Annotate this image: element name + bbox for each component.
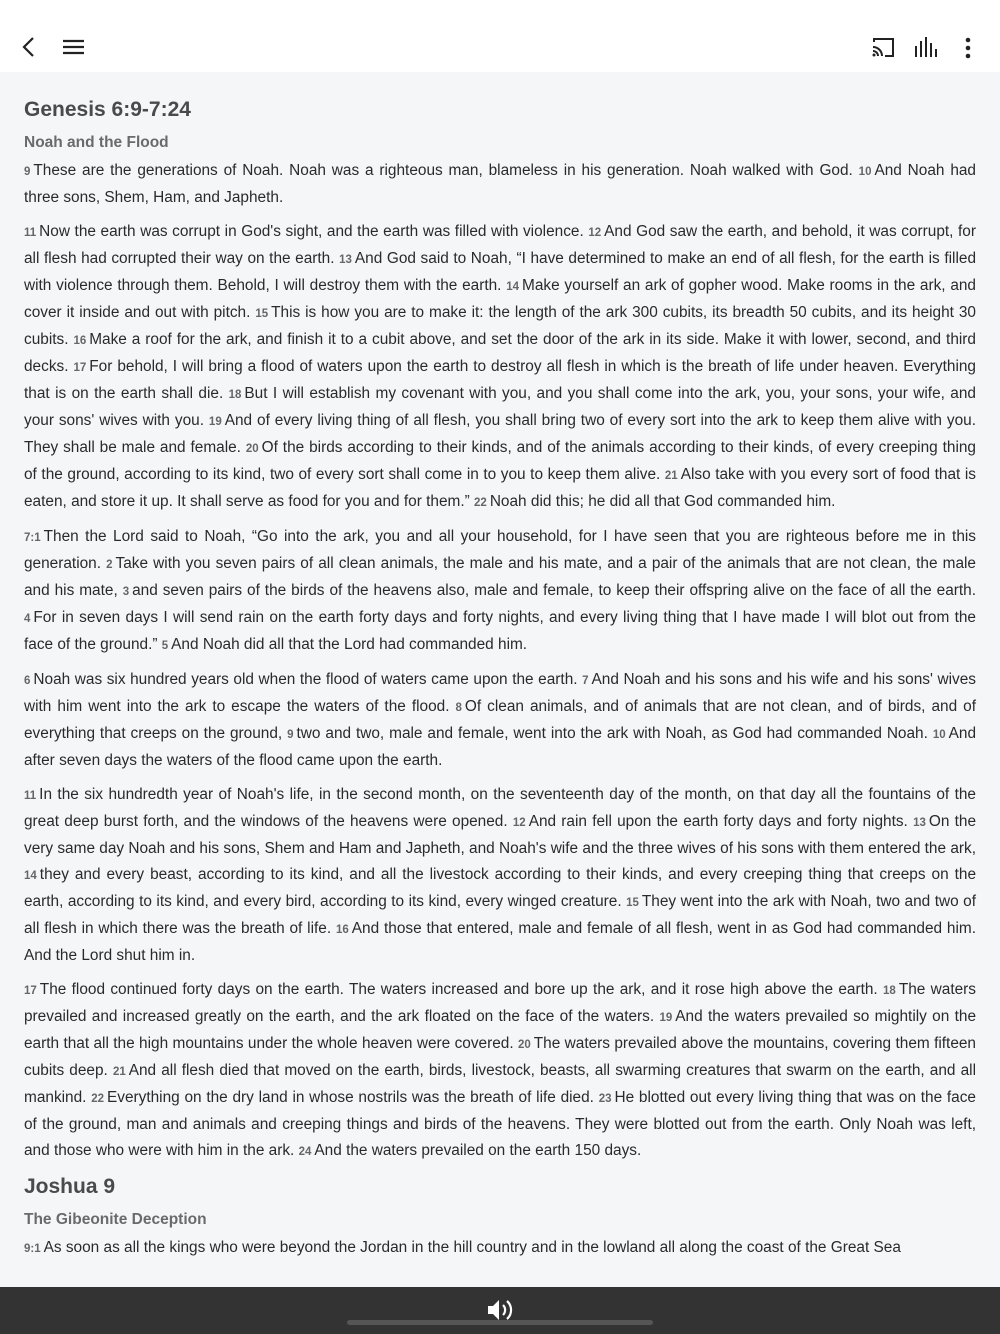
verse-number[interactable]: 13	[913, 817, 926, 829]
verse-number[interactable]: 16	[73, 335, 87, 347]
verse-number[interactable]: 23	[598, 1093, 612, 1105]
verse-number[interactable]: 12	[512, 817, 526, 829]
verse-text: Also take with you every sort of food that is eaten, and store it up. It shall serve as food for you and for them.”	[24, 466, 976, 510]
verse-number[interactable]: 21	[664, 470, 678, 482]
verse-number[interactable]: 10	[932, 729, 946, 741]
verse-text: And God saw the earth, and behold, it was corrupt, for all flesh had corrupted their way on the earth.	[24, 223, 976, 267]
verse-text: Of clean animals, and of animals that are not clean, and of birds, and of everything that creeps on the ground,	[24, 698, 976, 742]
verse-text: On the very same day Noah and his sons, Shem and Ham and Japheth, and Noah's wife and the three wives of his sons with them entered the ark,	[24, 813, 977, 857]
verse-text: The flood continued forty days on the earth. The waters increased and bore up the ark, and it rose high above the earth.	[39, 981, 878, 998]
verse-number[interactable]: 12	[588, 227, 602, 239]
scripture-content	[24, 96, 976, 1270]
verse-number[interactable]: 24	[298, 1146, 312, 1158]
verse-text: Noah did this; he did all that God commanded him.	[489, 493, 836, 510]
verse-text: Make a roof for the ark, and finish it to a cubit above, and set the door of the ark in its side. Make it with lower, second, and third decks.	[24, 331, 976, 375]
verse-text: And the waters prevailed on the earth 150 days.	[314, 1142, 642, 1159]
verse-number[interactable]: 19	[659, 1012, 673, 1024]
home-indicator[interactable]	[347, 1320, 653, 1325]
chevron-left-icon[interactable]	[20, 36, 38, 60]
verse-text: And Noah did all that the Lord had commanded him.	[171, 636, 528, 653]
verse-text: For behold, I will bring a flood of waters upon the earth to destroy all flesh in which is the breath of life under heaven. Everything that is on the earth shall die.	[24, 358, 976, 402]
verse-number[interactable]: 6	[24, 675, 31, 687]
verse-text: Take with you seven pairs of all clean animals, the male and his mate, and a pair of the animals that are not clean, the male and his mate,	[24, 555, 976, 599]
paragraph	[24, 782, 976, 969]
verse-number[interactable]: 9	[287, 729, 294, 741]
verse-text: Now the earth was corrupt in God's sight, and the earth was filled with violence.	[39, 223, 584, 240]
verse-text: Then the Lord said to Noah, “Go into the ark, you and all your household, for I have seen that you are righteous before me in this generation.	[24, 528, 976, 572]
audio-player-bar	[0, 1287, 1000, 1334]
verse-text: For in seven days I will send rain on the earth forty days and forty nights, and every living thing that I have made I will blot out from the face of the ground.”	[24, 609, 976, 653]
verse-number[interactable]: 20	[517, 1039, 531, 1051]
verse-number[interactable]: 18	[883, 985, 896, 997]
verse-number[interactable]: 14	[506, 281, 520, 293]
verse-number[interactable]: 17	[24, 985, 37, 997]
passage-subtitle: Noah and the Flood	[24, 134, 169, 151]
verse-number[interactable]: 14	[24, 870, 37, 882]
verse-text: And those that entered, male and female of all flesh, went in as God had commanded him. And the Lord shut him in.	[24, 920, 976, 964]
verse-number[interactable]: 19	[208, 416, 222, 428]
verse-number[interactable]: 8	[455, 702, 462, 714]
hamburger-icon[interactable]	[62, 38, 86, 58]
verse-number[interactable]: 16	[335, 924, 349, 936]
verse-text: And Noah and his sons and his wife and his sons' wives with him went into the ark to escape the waters of the flood.	[24, 671, 976, 715]
verse-text: and seven pairs of the birds of the heavens also, male and female, to keep their offspring alive on the face of all the earth.	[132, 582, 976, 599]
verse-number[interactable]: 22	[91, 1093, 104, 1105]
verse-text: They went into the ark with Noah, two and two of all flesh in which there was the breath of life.	[24, 893, 976, 937]
verse-text: And God said to Noah, “I have determined to make an end of all flesh, for the earth is filled with violence through them. Behold, I will destroy them with the earth.	[24, 250, 976, 294]
verse-text: These are the generations of Noah. Noah was a righteous man, blameless in his generation. Noah walked with God.	[33, 162, 853, 179]
paragraph	[24, 667, 976, 774]
verse-number[interactable]: 9:1	[24, 1243, 41, 1255]
verse-text: As soon as all the kings who were beyond the Jordan in the hill country and in the lowland all along the coast of the Great Sea	[43, 1239, 901, 1256]
verse-number[interactable]: 7	[582, 675, 589, 687]
verse-text: The waters prevailed above the mountains, covering them fifteen cubits deep.	[24, 1035, 976, 1079]
passage-title: Genesis 6:9-7:24	[24, 98, 191, 121]
passage-subtitle: The Gibeonite Deception	[24, 1211, 207, 1228]
verse-text: But I will establish my covenant with you, and you shall come into the ark, you, your sons, your wife, and your sons' wives with you.	[24, 385, 976, 429]
verse-text: The waters prevailed and increased greatly on the earth, and the ark floated on the face of the waters.	[24, 981, 976, 1025]
verse-text: they and every beast, according to its kind, and all the livestock according to their kinds, and every creeping thing that creeps on the earth, according to its kind, and every bird, according to its kind, every winged creature.	[24, 866, 976, 910]
verse-text: And of every living thing of all flesh, you shall bring two of every sort into the ark to keep them alive with you. They shall be male and female.	[24, 412, 976, 456]
audio-bars-icon[interactable]	[914, 36, 940, 60]
verse-number[interactable]: 7:1	[24, 532, 41, 544]
verse-number[interactable]: 20	[245, 443, 259, 455]
more-vertical-icon[interactable]	[962, 37, 974, 61]
verse-number[interactable]: 21	[112, 1066, 126, 1078]
verse-text: In the six hundredth year of Noah's life, in the second month, on the seventeenth day of the month, on that day all the fountains of the great deep burst forth, and the windows of the heavens were opened.	[24, 786, 976, 830]
verse-text: two and two, male and female, went into the ark with Noah, as God had commanded Noah.	[296, 725, 928, 742]
verse-text: He blotted out every living thing that was on the face of the ground, man and animals and creeping things and birds of the heavens. They were blotted out from the earth. Only Noah was left, and those who were with him in the ark.	[24, 1089, 976, 1159]
verse-number[interactable]: 22	[474, 497, 487, 509]
paragraph	[24, 158, 976, 211]
verse-number[interactable]: 2	[106, 559, 113, 571]
verse-number[interactable]: 15	[255, 308, 269, 320]
verse-text: And the waters prevailed so mightily on the earth that all the high mountains under the whole heaven were covered.	[24, 1008, 976, 1052]
verse-number[interactable]: 13	[339, 254, 352, 266]
verse-number[interactable]: 9	[24, 166, 31, 178]
paragraph	[24, 1235, 976, 1262]
verse-text: And after seven days the waters of the flood came upon the earth.	[24, 725, 977, 769]
verse-number[interactable]: 11	[24, 227, 37, 239]
verse-text: Everything on the dry land in whose nostrils was the breath of life died.	[107, 1089, 594, 1106]
verse-number[interactable]: 5	[161, 640, 169, 652]
verse-text: And Noah had three sons, Shem, Ham, and Japheth.	[24, 162, 976, 206]
passage-section	[24, 96, 976, 1165]
paragraph	[24, 524, 976, 659]
verse-number[interactable]: 17	[73, 362, 87, 374]
verse-text: And all flesh died that moved on the earth, birds, livestock, beasts, all swarming creatures that swarm on the earth, and all mankind.	[24, 1062, 976, 1106]
verse-text: Noah was six hundred years old when the flood of waters came upon the earth.	[33, 671, 578, 688]
paragraph	[24, 977, 976, 1165]
verse-number[interactable]: 3	[122, 586, 130, 598]
passage-section	[24, 1173, 976, 1262]
verse-number[interactable]: 18	[228, 389, 242, 401]
verse-text: And rain fell upon the earth forty days and forty nights.	[528, 813, 908, 830]
paragraph	[24, 219, 976, 516]
passage-title: Joshua 9	[24, 1175, 116, 1198]
verse-number[interactable]: 4	[24, 613, 31, 625]
verse-text: Of the birds according to their kinds, and of the animals according to their kinds, of every creeping thing of the ground, according to its kind, two of every sort shall come in to you to keep them alive.	[24, 439, 976, 483]
verse-number[interactable]: 11	[24, 790, 37, 802]
verse-number[interactable]: 15	[626, 897, 639, 909]
verse-text: Make yourself an ark of gopher wood. Make rooms in the ark, and cover it inside and out with pitch.	[24, 277, 976, 321]
verse-text: This is how you are to make it: the length of the ark 300 cubits, its breadth 50 cubits, and its height 30 cubits.	[24, 304, 976, 348]
verse-number[interactable]: 10	[858, 166, 872, 178]
cast-icon[interactable]	[871, 36, 897, 60]
top-toolbar	[0, 0, 1000, 72]
